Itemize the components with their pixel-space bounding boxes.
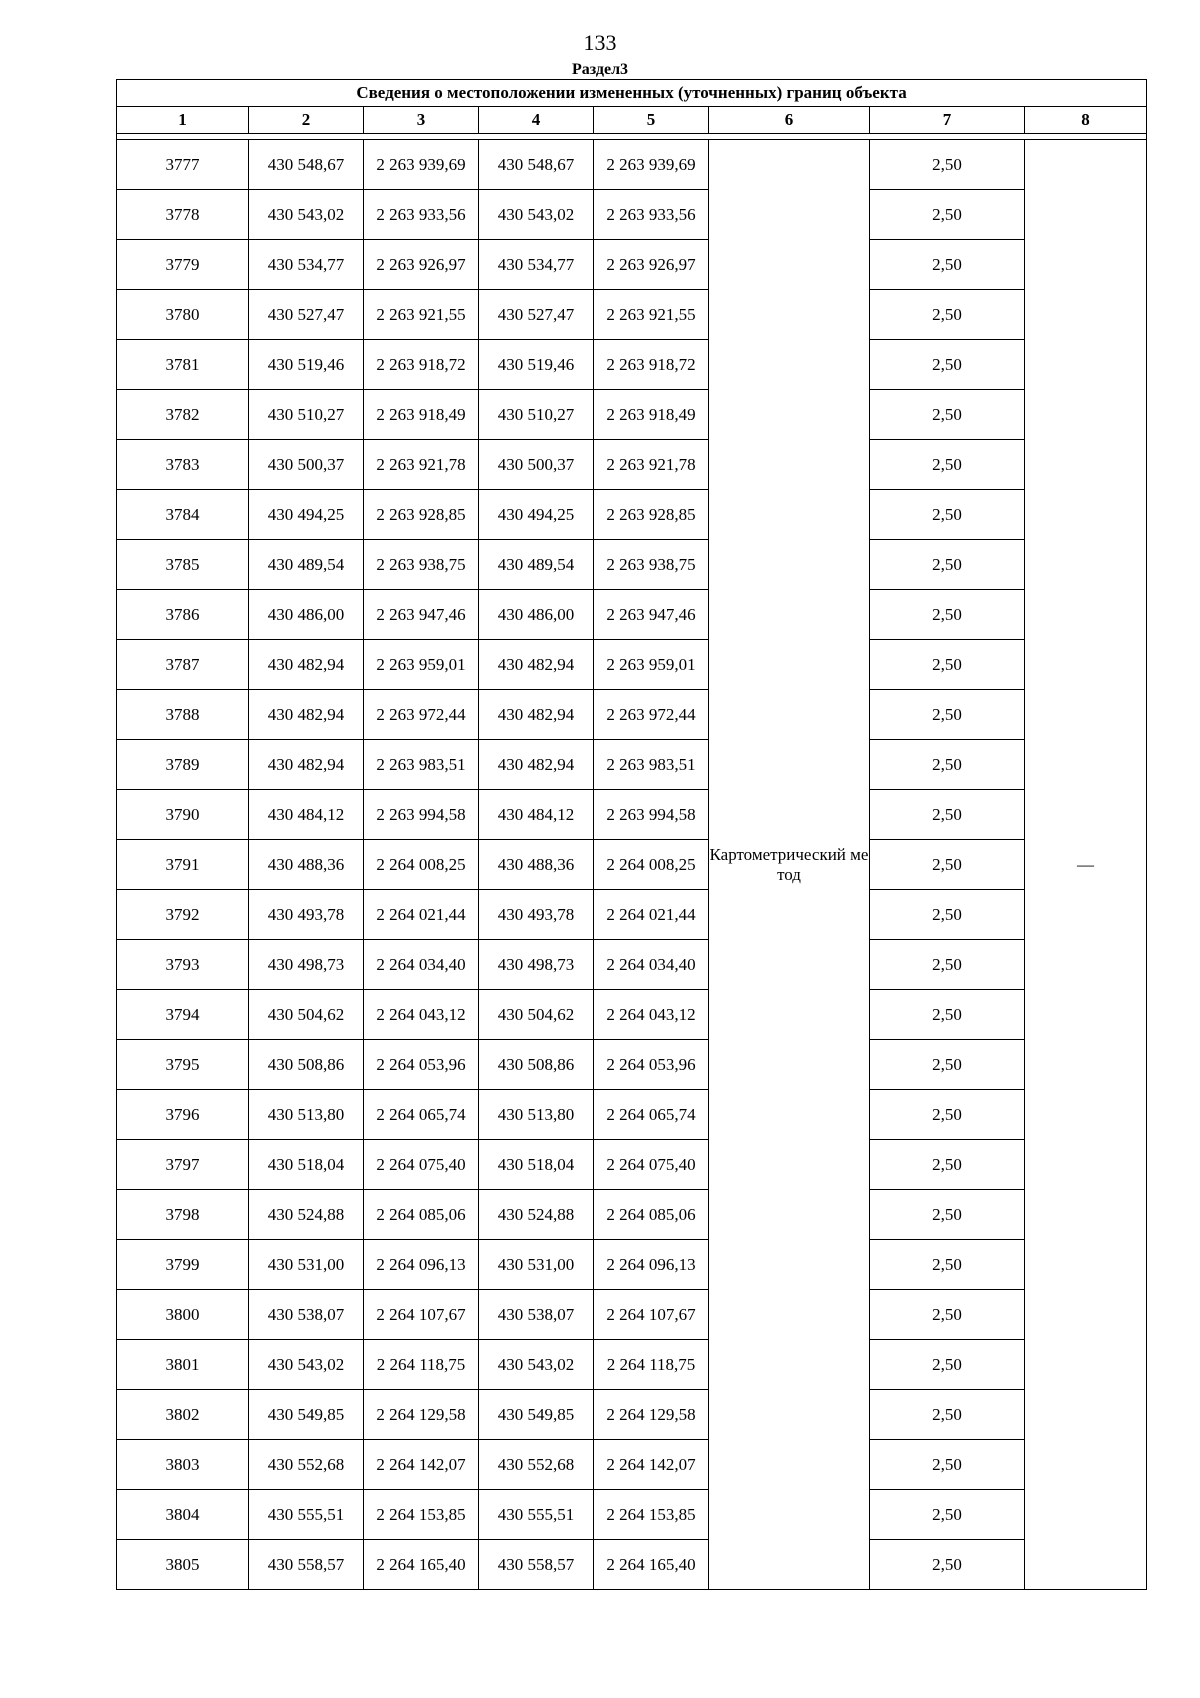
y-new-cell: 2 263 918,72 bbox=[594, 340, 709, 390]
y-new-cell: 2 264 065,74 bbox=[594, 1090, 709, 1140]
accuracy-cell: 2,50 bbox=[870, 840, 1025, 890]
accuracy-cell: 2,50 bbox=[870, 1240, 1025, 1290]
point-number-cell: 3786 bbox=[117, 590, 249, 640]
point-number-cell: 3788 bbox=[117, 690, 249, 740]
point-number-cell: 3783 bbox=[117, 440, 249, 490]
point-number-cell: 3779 bbox=[117, 240, 249, 290]
x-new-cell: 430 538,07 bbox=[479, 1290, 594, 1340]
x-new-cell: 430 488,36 bbox=[479, 840, 594, 890]
y-old-cell: 2 264 034,40 bbox=[364, 940, 479, 990]
y-old-cell: 2 264 153,85 bbox=[364, 1490, 479, 1540]
coordinates-table bbox=[116, 79, 1147, 1590]
x-new-cell: 430 484,12 bbox=[479, 790, 594, 840]
x-old-cell: 430 513,80 bbox=[249, 1090, 364, 1140]
x-old-cell: 430 524,88 bbox=[249, 1190, 364, 1240]
y-old-cell: 2 263 938,75 bbox=[364, 540, 479, 590]
accuracy-cell: 2,50 bbox=[870, 1490, 1025, 1540]
y-new-cell: 2 263 918,49 bbox=[594, 390, 709, 440]
x-old-cell: 430 484,12 bbox=[249, 790, 364, 840]
point-number-cell: 3800 bbox=[117, 1290, 249, 1340]
y-old-cell: 2 264 008,25 bbox=[364, 840, 479, 890]
table-body bbox=[117, 134, 1147, 1590]
accuracy-cell: 2,50 bbox=[870, 340, 1025, 390]
x-new-cell: 430 510,27 bbox=[479, 390, 594, 440]
x-new-cell: 430 493,78 bbox=[479, 890, 594, 940]
y-old-cell: 2 263 947,46 bbox=[364, 590, 479, 640]
x-old-cell: 430 489,54 bbox=[249, 540, 364, 590]
accuracy-cell: 2,50 bbox=[870, 240, 1025, 290]
point-number-cell: 3798 bbox=[117, 1190, 249, 1240]
x-old-cell: 430 518,04 bbox=[249, 1140, 364, 1190]
table-caption: Сведения о местоположении измененных (уточненных) границ объекта bbox=[117, 80, 1147, 107]
x-new-cell: 430 519,46 bbox=[479, 340, 594, 390]
y-old-cell: 2 264 065,74 bbox=[364, 1090, 479, 1140]
accuracy-cell: 2,50 bbox=[870, 290, 1025, 340]
y-new-cell: 2 263 939,69 bbox=[594, 140, 709, 190]
y-new-cell: 2 263 947,46 bbox=[594, 590, 709, 640]
accuracy-cell: 2,50 bbox=[870, 940, 1025, 990]
y-old-cell: 2 263 972,44 bbox=[364, 690, 479, 740]
table-row bbox=[117, 490, 1147, 540]
accuracy-cell: 2,50 bbox=[870, 790, 1025, 840]
table-row bbox=[117, 240, 1147, 290]
column-8-cell: — bbox=[1025, 140, 1147, 1590]
section-title: Раздел3 bbox=[571, 61, 629, 78]
point-number-cell: 3789 bbox=[117, 740, 249, 790]
y-old-cell: 2 263 918,49 bbox=[364, 390, 479, 440]
column-number: 4 bbox=[479, 107, 594, 134]
point-number-cell: 3794 bbox=[117, 990, 249, 1040]
x-old-cell: 430 558,57 bbox=[249, 1540, 364, 1590]
y-old-cell: 2 263 928,85 bbox=[364, 490, 479, 540]
accuracy-cell: 2,50 bbox=[870, 1290, 1025, 1340]
column-number: 7 bbox=[870, 107, 1025, 134]
table-row bbox=[117, 1190, 1147, 1240]
x-new-cell: 430 489,54 bbox=[479, 540, 594, 590]
y-old-cell: 2 263 933,56 bbox=[364, 190, 479, 240]
table-row bbox=[117, 1140, 1147, 1190]
y-old-cell: 2 264 053,96 bbox=[364, 1040, 479, 1090]
x-new-cell: 430 494,25 bbox=[479, 490, 594, 540]
point-number-cell: 3790 bbox=[117, 790, 249, 840]
table-row bbox=[117, 790, 1147, 840]
point-number-cell: 3801 bbox=[117, 1340, 249, 1390]
x-new-cell: 430 558,57 bbox=[479, 1540, 594, 1590]
table-row bbox=[117, 640, 1147, 690]
y-new-cell: 2 263 994,58 bbox=[594, 790, 709, 840]
x-new-cell: 430 534,77 bbox=[479, 240, 594, 290]
point-number-cell: 3792 bbox=[117, 890, 249, 940]
y-new-cell: 2 264 021,44 bbox=[594, 890, 709, 940]
y-old-cell: 2 264 085,06 bbox=[364, 1190, 479, 1240]
point-number-cell: 3805 bbox=[117, 1540, 249, 1590]
table-row bbox=[117, 590, 1147, 640]
table-row bbox=[117, 1340, 1147, 1390]
y-old-cell: 2 263 994,58 bbox=[364, 790, 479, 840]
x-new-cell: 430 482,94 bbox=[479, 640, 594, 690]
y-old-cell: 2 264 165,40 bbox=[364, 1540, 479, 1590]
y-old-cell: 2 264 129,58 bbox=[364, 1390, 479, 1440]
y-new-cell: 2 263 933,56 bbox=[594, 190, 709, 240]
accuracy-cell: 2,50 bbox=[870, 1140, 1025, 1190]
table-row bbox=[117, 1490, 1147, 1540]
x-old-cell: 430 531,00 bbox=[249, 1240, 364, 1290]
x-new-cell: 430 518,04 bbox=[479, 1140, 594, 1190]
x-new-cell: 430 543,02 bbox=[479, 190, 594, 240]
point-number-cell: 3780 bbox=[117, 290, 249, 340]
x-new-cell: 430 552,68 bbox=[479, 1440, 594, 1490]
table-row bbox=[117, 1290, 1147, 1340]
table-row bbox=[117, 1440, 1147, 1490]
y-new-cell: 2 264 075,40 bbox=[594, 1140, 709, 1190]
point-number-cell: 3802 bbox=[117, 1390, 249, 1440]
accuracy-cell: 2,50 bbox=[870, 1040, 1025, 1090]
point-number-cell: 3795 bbox=[117, 1040, 249, 1090]
x-new-cell: 430 549,85 bbox=[479, 1390, 594, 1440]
y-new-cell: 2 263 921,78 bbox=[594, 440, 709, 490]
point-number-cell: 3791 bbox=[117, 840, 249, 890]
accuracy-cell: 2,50 bbox=[870, 1090, 1025, 1140]
y-new-cell: 2 263 921,55 bbox=[594, 290, 709, 340]
y-new-cell: 2 263 983,51 bbox=[594, 740, 709, 790]
table-row bbox=[117, 990, 1147, 1040]
column-number: 5 bbox=[594, 107, 709, 134]
table-row bbox=[117, 740, 1147, 790]
x-new-cell: 430 486,00 bbox=[479, 590, 594, 640]
accuracy-cell: 2,50 bbox=[870, 890, 1025, 940]
y-old-cell: 2 263 918,72 bbox=[364, 340, 479, 390]
column-number: 6 bbox=[709, 107, 870, 134]
x-new-cell: 430 482,94 bbox=[479, 740, 594, 790]
y-old-cell: 2 263 939,69 bbox=[364, 140, 479, 190]
point-number-cell: 3787 bbox=[117, 640, 249, 690]
column-number: 3 bbox=[364, 107, 479, 134]
y-new-cell: 2 264 165,40 bbox=[594, 1540, 709, 1590]
y-old-cell: 2 263 921,55 bbox=[364, 290, 479, 340]
x-old-cell: 430 527,47 bbox=[249, 290, 364, 340]
y-new-cell: 2 263 938,75 bbox=[594, 540, 709, 590]
y-old-cell: 2 264 043,12 bbox=[364, 990, 479, 1040]
y-old-cell: 2 263 921,78 bbox=[364, 440, 479, 490]
y-old-cell: 2 263 983,51 bbox=[364, 740, 479, 790]
accuracy-cell: 2,50 bbox=[870, 190, 1025, 240]
x-old-cell: 430 486,00 bbox=[249, 590, 364, 640]
x-old-cell: 430 534,77 bbox=[249, 240, 364, 290]
accuracy-cell: 2,50 bbox=[870, 490, 1025, 540]
accuracy-cell: 2,50 bbox=[870, 440, 1025, 490]
page-number: 133 bbox=[583, 30, 617, 55]
x-old-cell: 430 519,46 bbox=[249, 340, 364, 390]
point-number-cell: 3804 bbox=[117, 1490, 249, 1540]
x-old-cell: 430 494,25 bbox=[249, 490, 364, 540]
accuracy-cell: 2,50 bbox=[870, 1340, 1025, 1390]
table-row bbox=[117, 840, 1147, 890]
point-number-cell: 3793 bbox=[117, 940, 249, 990]
table-row bbox=[117, 540, 1147, 590]
x-old-cell: 430 543,02 bbox=[249, 190, 364, 240]
table-row bbox=[117, 440, 1147, 490]
table-row bbox=[117, 1540, 1147, 1590]
column-number: 2 bbox=[249, 107, 364, 134]
accuracy-cell: 2,50 bbox=[870, 990, 1025, 1040]
x-new-cell: 430 555,51 bbox=[479, 1490, 594, 1540]
table-row bbox=[117, 390, 1147, 440]
x-old-cell: 430 498,73 bbox=[249, 940, 364, 990]
x-old-cell: 430 549,85 bbox=[249, 1390, 364, 1440]
y-new-cell: 2 264 129,58 bbox=[594, 1390, 709, 1440]
x-new-cell: 430 543,02 bbox=[479, 1340, 594, 1390]
y-new-cell: 2 263 928,85 bbox=[594, 490, 709, 540]
accuracy-cell: 2,50 bbox=[870, 1190, 1025, 1240]
x-old-cell: 430 482,94 bbox=[249, 640, 364, 690]
y-old-cell: 2 264 118,75 bbox=[364, 1340, 479, 1390]
y-new-cell: 2 263 972,44 bbox=[594, 690, 709, 740]
x-old-cell: 430 510,27 bbox=[249, 390, 364, 440]
y-old-cell: 2 263 959,01 bbox=[364, 640, 479, 690]
x-new-cell: 430 513,80 bbox=[479, 1090, 594, 1140]
y-new-cell: 2 264 053,96 bbox=[594, 1040, 709, 1090]
column-number: 8 bbox=[1025, 107, 1147, 134]
table-row bbox=[117, 340, 1147, 390]
x-new-cell: 430 527,47 bbox=[479, 290, 594, 340]
x-old-cell: 430 500,37 bbox=[249, 440, 364, 490]
y-new-cell: 2 264 034,40 bbox=[594, 940, 709, 990]
accuracy-cell: 2,50 bbox=[870, 640, 1025, 690]
x-old-cell: 430 548,67 bbox=[249, 140, 364, 190]
y-new-cell: 2 264 008,25 bbox=[594, 840, 709, 890]
x-old-cell: 430 543,02 bbox=[249, 1340, 364, 1390]
table-row bbox=[117, 690, 1147, 740]
accuracy-cell: 2,50 bbox=[870, 540, 1025, 590]
x-new-cell: 430 498,73 bbox=[479, 940, 594, 990]
point-number-cell: 3778 bbox=[117, 190, 249, 240]
accuracy-cell: 2,50 bbox=[870, 1440, 1025, 1490]
y-old-cell: 2 263 926,97 bbox=[364, 240, 479, 290]
x-old-cell: 430 555,51 bbox=[249, 1490, 364, 1540]
x-new-cell: 430 504,62 bbox=[479, 990, 594, 1040]
y-new-cell: 2 264 085,06 bbox=[594, 1190, 709, 1240]
x-old-cell: 430 504,62 bbox=[249, 990, 364, 1040]
column-number-row bbox=[117, 107, 1147, 134]
y-new-cell: 2 264 153,85 bbox=[594, 1490, 709, 1540]
accuracy-cell: 2,50 bbox=[870, 590, 1025, 640]
column-number: 1 bbox=[117, 107, 249, 134]
table-row bbox=[117, 1090, 1147, 1140]
point-number-cell: 3782 bbox=[117, 390, 249, 440]
y-new-cell: 2 263 926,97 bbox=[594, 240, 709, 290]
table-row bbox=[117, 290, 1147, 340]
y-new-cell: 2 264 118,75 bbox=[594, 1340, 709, 1390]
x-new-cell: 430 548,67 bbox=[479, 140, 594, 190]
table-row bbox=[117, 1040, 1147, 1090]
x-new-cell: 430 524,88 bbox=[479, 1190, 594, 1240]
point-number-cell: 3777 bbox=[117, 140, 249, 190]
table-row bbox=[117, 190, 1147, 240]
x-old-cell: 430 508,86 bbox=[249, 1040, 364, 1090]
x-old-cell: 430 482,94 bbox=[249, 690, 364, 740]
y-new-cell: 2 264 096,13 bbox=[594, 1240, 709, 1290]
y-new-cell: 2 264 043,12 bbox=[594, 990, 709, 1040]
x-new-cell: 430 500,37 bbox=[479, 440, 594, 490]
y-old-cell: 2 264 021,44 bbox=[364, 890, 479, 940]
y-new-cell: 2 264 142,07 bbox=[594, 1440, 709, 1490]
x-old-cell: 430 552,68 bbox=[249, 1440, 364, 1490]
point-number-cell: 3797 bbox=[117, 1140, 249, 1190]
accuracy-cell: 2,50 bbox=[870, 740, 1025, 790]
x-new-cell: 430 482,94 bbox=[479, 690, 594, 740]
accuracy-cell: 2,50 bbox=[870, 1390, 1025, 1440]
table-row bbox=[117, 940, 1147, 990]
x-old-cell: 430 488,36 bbox=[249, 840, 364, 890]
x-new-cell: 430 531,00 bbox=[479, 1240, 594, 1290]
x-new-cell: 430 508,86 bbox=[479, 1040, 594, 1090]
y-old-cell: 2 264 142,07 bbox=[364, 1440, 479, 1490]
point-number-cell: 3796 bbox=[117, 1090, 249, 1140]
accuracy-cell: 2,50 bbox=[870, 140, 1025, 190]
table-row bbox=[117, 890, 1147, 940]
y-new-cell: 2 264 107,67 bbox=[594, 1290, 709, 1340]
point-number-cell: 3799 bbox=[117, 1240, 249, 1290]
accuracy-cell: 2,50 bbox=[870, 690, 1025, 740]
x-old-cell: 430 493,78 bbox=[249, 890, 364, 940]
accuracy-cell: 2,50 bbox=[870, 1540, 1025, 1590]
x-old-cell: 430 538,07 bbox=[249, 1290, 364, 1340]
y-old-cell: 2 264 107,67 bbox=[364, 1290, 479, 1340]
table-row bbox=[117, 1240, 1147, 1290]
x-old-cell: 430 482,94 bbox=[249, 740, 364, 790]
point-number-cell: 3803 bbox=[117, 1440, 249, 1490]
y-old-cell: 2 264 096,13 bbox=[364, 1240, 479, 1290]
y-old-cell: 2 264 075,40 bbox=[364, 1140, 479, 1190]
accuracy-cell: 2,50 bbox=[870, 390, 1025, 440]
table-row bbox=[117, 1390, 1147, 1440]
point-number-cell: 3785 bbox=[117, 540, 249, 590]
method-cell: Картометрический метод bbox=[709, 140, 870, 1590]
table-row bbox=[117, 140, 1147, 190]
point-number-cell: 3784 bbox=[117, 490, 249, 540]
point-number-cell: 3781 bbox=[117, 340, 249, 390]
y-new-cell: 2 263 959,01 bbox=[594, 640, 709, 690]
